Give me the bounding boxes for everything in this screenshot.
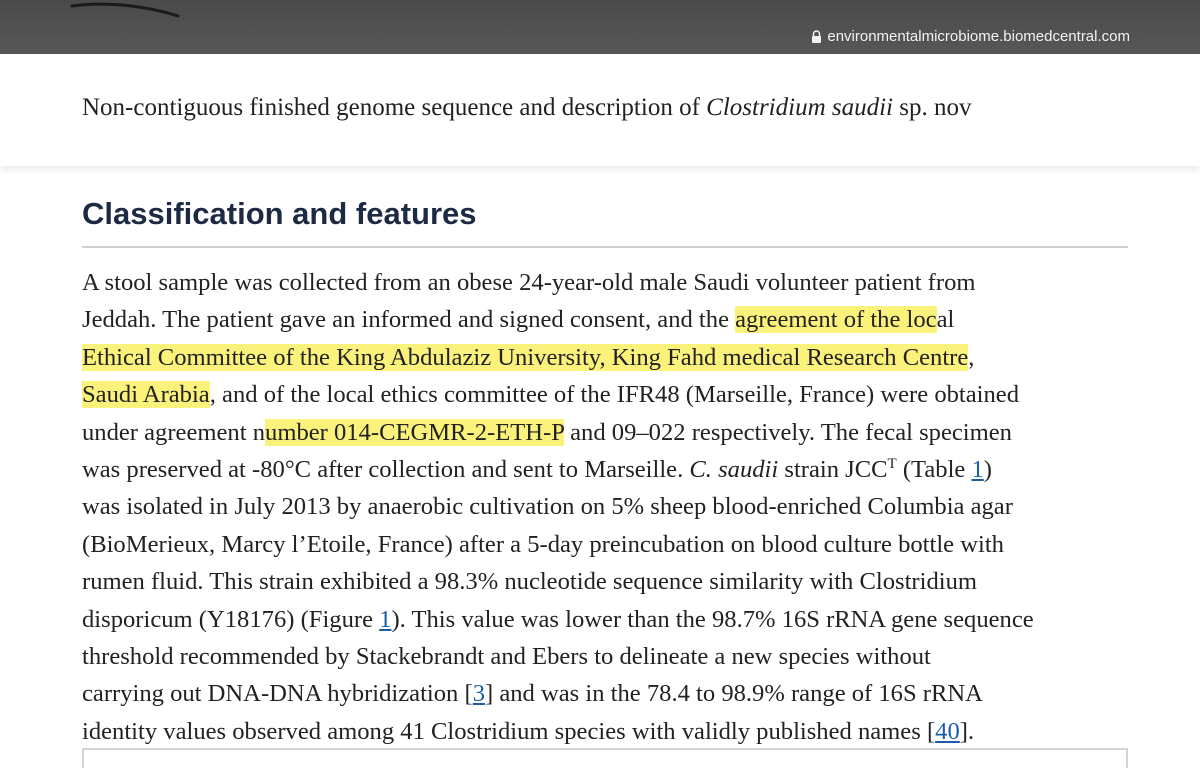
url-text: environmentalmicrobiome.biomedcentral.com: [827, 28, 1130, 45]
text-run: ). This value was lower than the 98.7% 16S rRNA gene sequence: [391, 605, 1034, 633]
lock-icon: [811, 30, 822, 43]
paragraph-line: [82, 451, 1142, 488]
paragraph-line: [82, 638, 1142, 675]
type-strain-superscript: T: [887, 455, 897, 472]
paragraph-line: [82, 488, 1142, 525]
paragraph-line: [82, 376, 1142, 413]
text-run: ] and was in the 78.4 to 98.9% range of 16S rRNA: [484, 680, 983, 708]
text-run: threshold recommended by Stackebrandt and Ebers to delineate a new species without: [82, 642, 931, 670]
pen-scribble-mark: [70, 2, 180, 20]
highlighted-text: Ethical Committee of the King Abdulaziz University, King Fahd medical Research Centre: [82, 343, 969, 371]
table-preview-box: [82, 748, 1128, 768]
text-run: strain JCC: [778, 455, 888, 483]
section-divider: [82, 246, 1128, 248]
text-run: identity values observed among 41 Clostridium species with validly published names [: [82, 717, 936, 745]
text-run: carrying out DNA-DNA hybridization [: [82, 680, 473, 708]
paragraph-line: [82, 601, 1142, 638]
paragraph-line: [82, 414, 1142, 451]
species-italic: C. saudii: [689, 455, 779, 483]
paragraph-line: [82, 563, 1142, 600]
text-run: ): [983, 455, 992, 483]
paragraph-line: [82, 339, 1142, 376]
text-run: was preserved at -80°C after collection and sent to Marseille.: [82, 455, 690, 483]
paragraph-line: [82, 526, 1142, 563]
text-run: A stool sample was collected from an obese 24-year-old male Saudi volunteer patient from: [82, 269, 976, 296]
paragraph-line: [82, 713, 1142, 750]
paragraph-line: [82, 301, 1142, 338]
article-title: [82, 94, 971, 122]
article-title-suffix: sp. nov: [893, 94, 972, 121]
text-run: al: [936, 306, 955, 334]
text-run: was isolated in July 2013 by anaerobic cultivation on 5% sheep blood-enriched Columbia agar: [82, 493, 1013, 521]
highlighted-text: agreement of the loc: [735, 306, 937, 334]
browser-top-bar: [0, 0, 1200, 54]
reference-40-link[interactable]: 40: [935, 717, 960, 745]
text-run: under agreement n: [82, 418, 266, 446]
text-run: rumen fluid. This strain exhibited a 98.3% nucleotide sequence similarity with Clostridium: [82, 568, 978, 596]
text-run: (BioMerieux, Marcy l’Etoile, France) after a 5-day preincubation on blood culture bottle with: [82, 530, 1004, 558]
text-run: ].: [959, 717, 975, 745]
text-run: Jeddah. The patient gave an informed and signed consent, and the: [82, 306, 736, 334]
text-run: and 09–022 respectively. The fecal specimen: [563, 418, 1012, 446]
paragraph-line: [82, 675, 1142, 712]
reference-3-link[interactable]: 3: [472, 680, 485, 708]
highlighted-text: Saudi Arabia: [82, 381, 210, 409]
section-heading: Classification and features: [82, 196, 477, 231]
article-title-prefix: Non-contiguous finished genome sequence and description of: [82, 94, 707, 121]
address-bar[interactable]: [811, 28, 1130, 45]
paragraph-line: [82, 264, 1142, 301]
article-title-species: Clostridium saudii: [706, 94, 893, 121]
figure-1-link[interactable]: 1: [379, 605, 392, 633]
text-run: (Table: [896, 455, 972, 483]
text-run: , and of the local ethics committee of the IFR48 (Marseille, France) were obtained: [209, 381, 1019, 409]
table-1-link[interactable]: 1: [971, 455, 984, 483]
highlighted-text: umber 014-CEGMR-2-ETH-P: [265, 418, 564, 446]
text-run: ,: [968, 343, 975, 371]
text-run: disporicum (Y18176) (Figure: [82, 605, 380, 633]
section-paragraph: [82, 264, 1142, 750]
